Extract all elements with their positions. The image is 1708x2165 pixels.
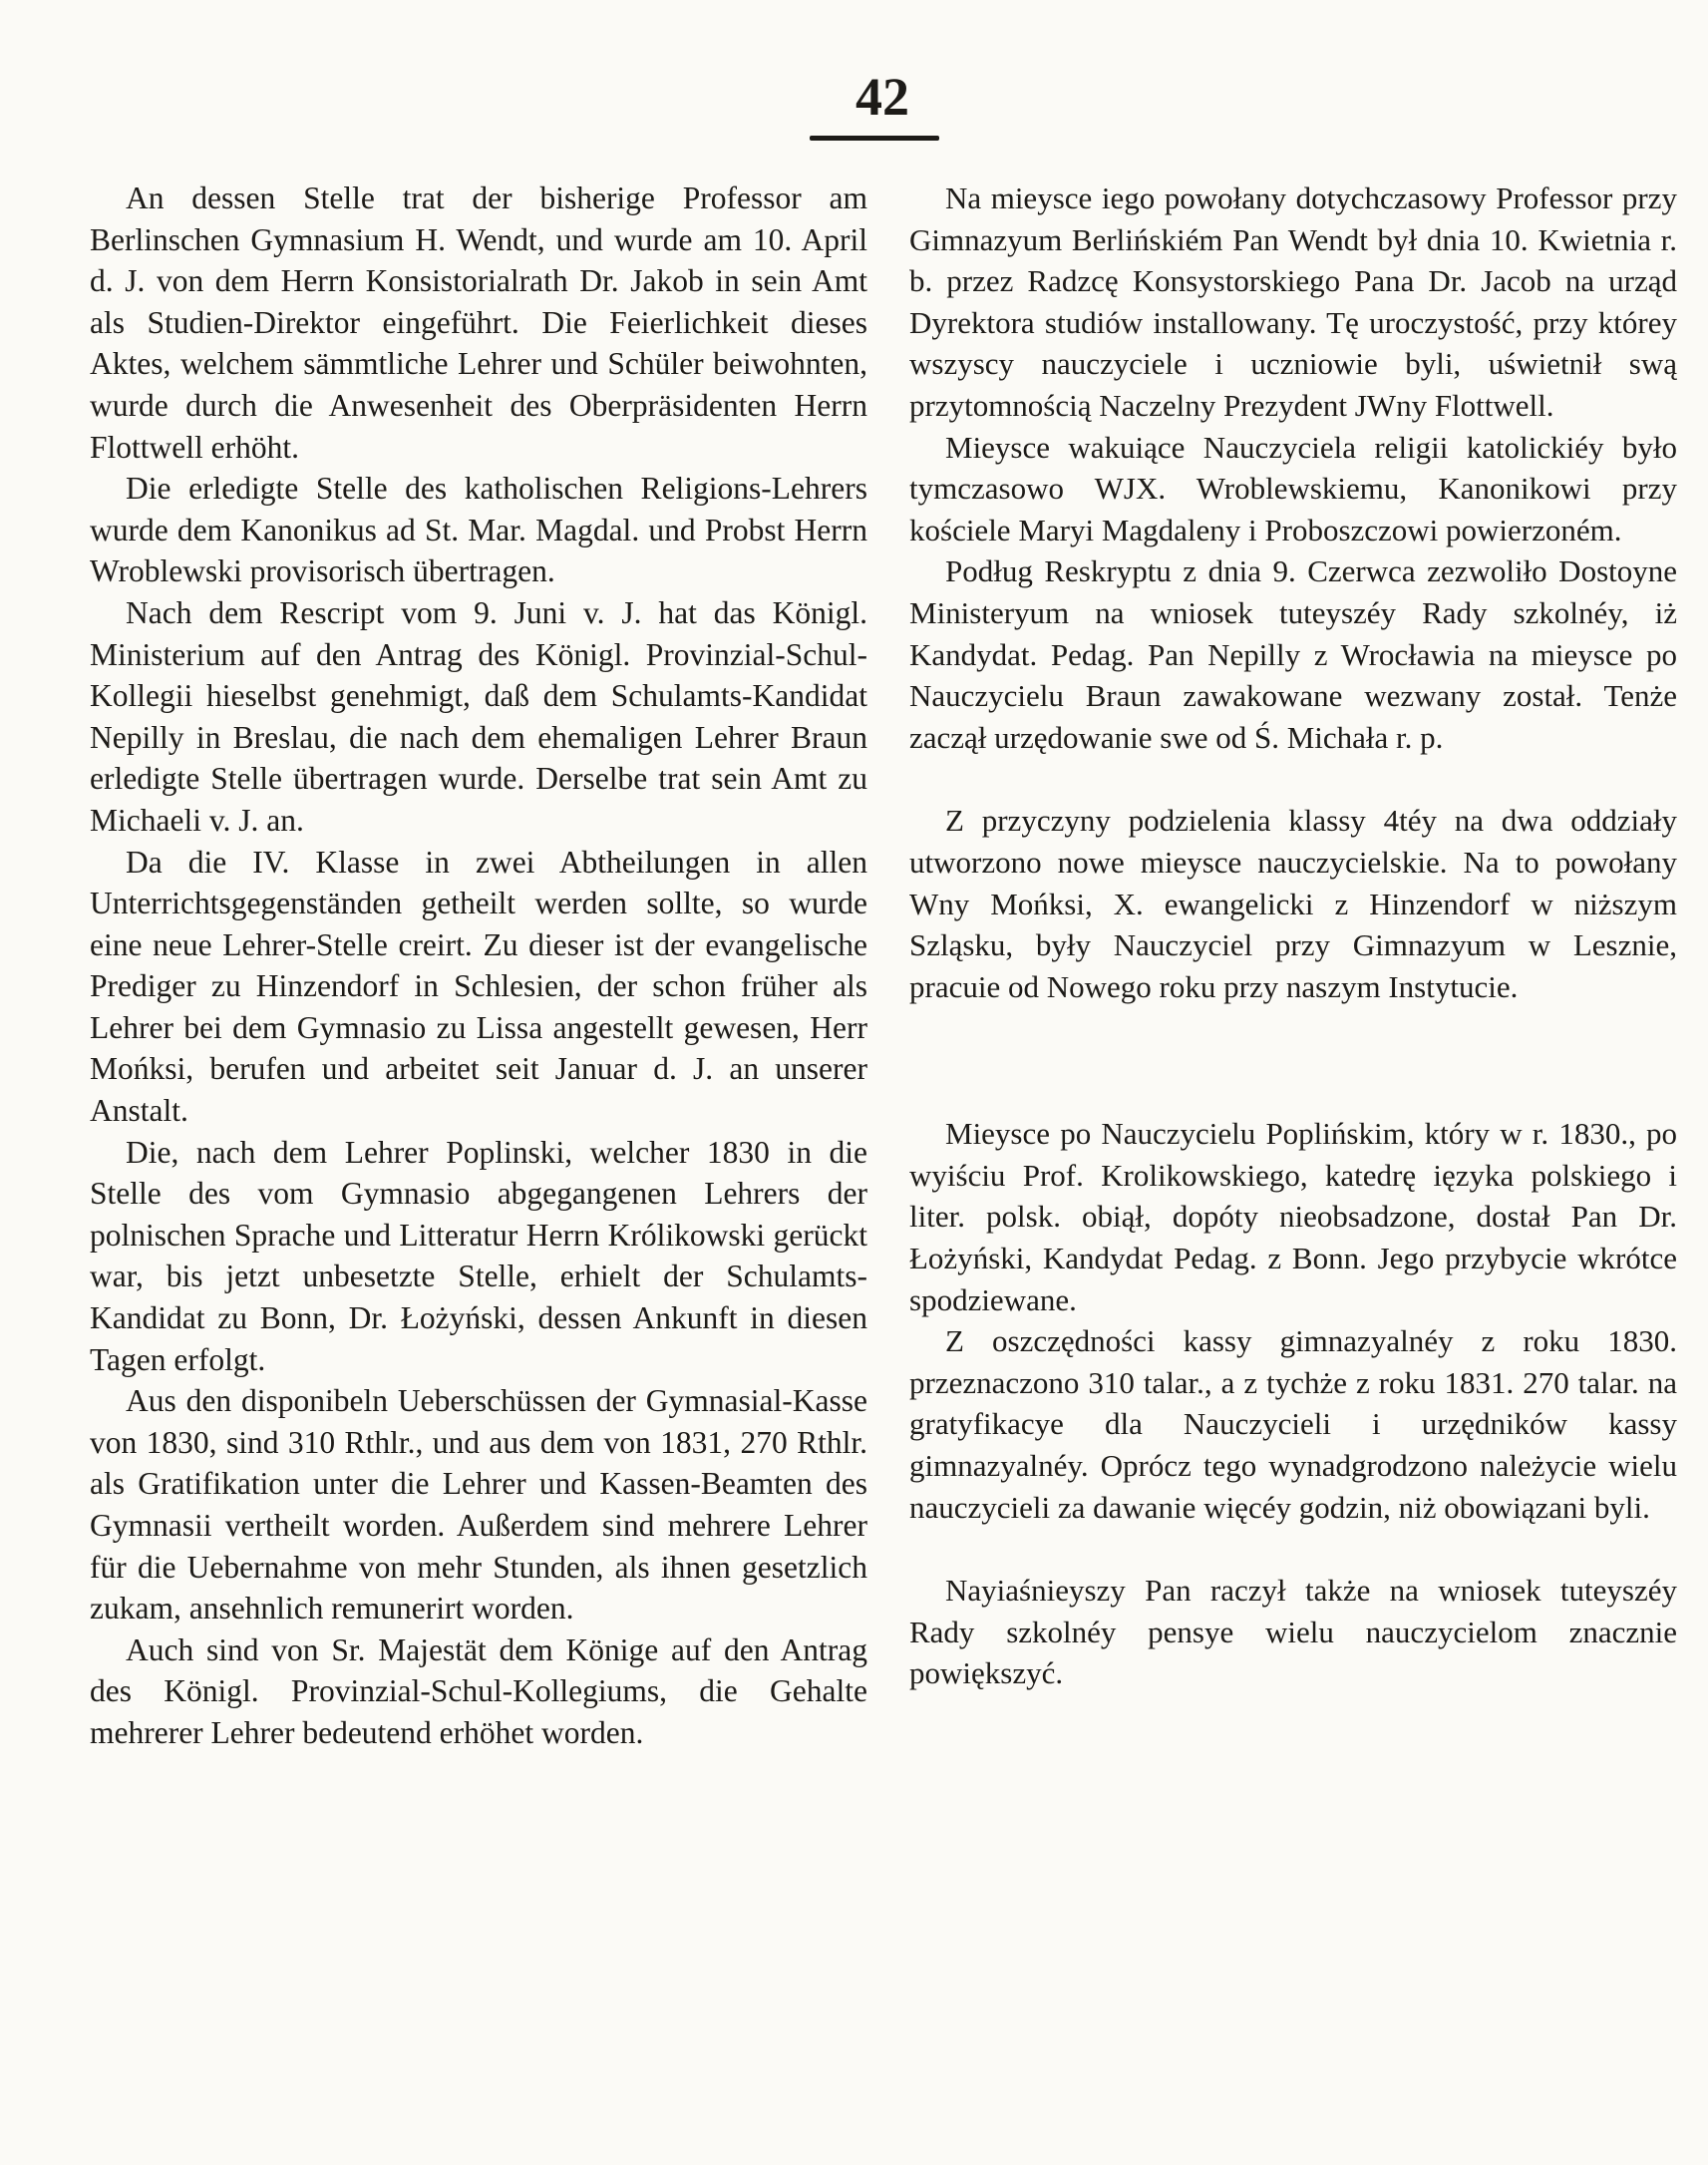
german-column <box>90 178 867 2072</box>
german-paragraph-5: Die, nach dem Lehrer Poplinski, welcher 1830 in die Stelle des vom Gymnasio abgegangenen Lehrers der polnischen Sprache und Litteratur Herrn Królikowski gerückt war, bis jetzt unbesetzte Stelle, erhielt der Schulamts-Kandidat zu Bonn, Dr. Łożyński, dessen Ankunft in diesen Tagen erfolgt. <box>90 1134 867 1377</box>
polish-paragraph-4: Z przyczyny podzielenia klassy 4téy na dwa oddziały utworzono nowe mieysce nauczycielskie. Na to powołany Wny Mońksi, X. ewangelicki z Hinzendorf w niższym Szląsku, były Nauczyciel przy Gimnazyum w Lesznie, pracuie od Nowego roku przy naszym Instytucie. <box>909 803 1677 1004</box>
polish-paragraph-5: Mieysce po Nauczycielu Poplińskim, który w r. 1830., po wyiściu Prof. Krolikowskiego, katedrę ięzyka polskiego i liter. polsk. obiął, dopóty nieobsadzone, dostał Pan Dr. Łożyński, Kandydat Pedag. z Bonn. Jego przybycie wkrótce spodziewane. <box>909 1116 1677 1317</box>
paragraph-spacer <box>909 1007 1677 1113</box>
german-paragraph-2: Die erledigte Stelle des katholischen Religions-Lehrers wurde dem Kanonikus ad St. Mar. Magdal. und Probst Herrn Wroblewski provisorisch übertragen. <box>90 471 867 589</box>
german-paragraph-6: Aus den disponibeln Ueberschüssen der Gymnasial-Kasse von 1830, sind 310 Rthlr., und aus dem von 1831, 270 Rthlr. als Gratifikation unter die Lehrer und Kassen-Beamten des Gymnasii vertheilt worden. Außerdem sind mehrere Lehrer für die Uebernahme von mehr Stunden, als ihnen gesetzlich zukam, ansehnlich remunerirt worden. <box>90 1383 867 1626</box>
polish-paragraph-6: Z oszczędności kassy gimnazyalnéy z roku 1830. przeznaczono 310 talar., a z tychże z roku 1831. 270 talar. na gratyfikacye dla Nauczycieli i urzędników kassy gimnazyalnéy. Oprócz tego wynadgrodzono należycie wielu nauczycieli za dawanie więcéy godzin, niż obowiązani byli. <box>909 1323 1677 1525</box>
paragraph-spacer <box>909 1528 1677 1570</box>
polish-paragraph-3: Podług Reskryptu z dnia 9. Czerwca zezwoliło Dostoyne Ministeryum na wniosek tuteyszéy Rady szkolnéy, iż Kandydat. Pedag. Pan Nepilly z Wrocławia na mieysce po Nauczycielu Braun zawakowane wezwany został. Tenże zaczął urzędowanie swe od Ś. Michała r. p. <box>909 553 1677 755</box>
polish-column <box>909 178 1677 2072</box>
page-number-rule <box>810 136 939 141</box>
german-paragraph-3: Nach dem Rescript vom 9. Juni v. J. hat das Königl. Ministerium auf den Antrag des Königl. Provinzial-Schul-Kollegii hieselbst genehmigt, daß dem Schulamts-Kandidat Nepilly in Breslau, die nach dem ehemaligen Lehrer Braun erledigte Stelle übertragen wurde. Derselbe trat sein Amt zu Michaeli v. J. an. <box>90 594 867 838</box>
german-paragraph-7: Auch sind von Sr. Majestät dem Könige auf den Antrag des Königl. Provinzial-Schul-Kollegiums, die Gehalte mehrerer Lehrer bedeutend erhöhet worden. <box>90 1631 867 1750</box>
polish-paragraph-7: Nayiaśnieyszy Pan raczył także na wniosek tuteyszéy Rady szkolnéy pensye wielu nauczycielom znacznie powiększyć. <box>909 1573 1677 1691</box>
paragraph-spacer <box>909 758 1677 800</box>
polish-paragraph-2: Mieysce wakuiące Nauczyciela religii katolickiéy było tymczasowo WJX. Wroblewskiemu, Kanonikowi przy kościele Maryi Magdaleny i Proboszczowi powierzoném. <box>909 429 1677 547</box>
polish-paragraph-1: Na mieysce iego powołany dotychczasowy Professor przy Gimnazyum Berlińskiém Pan Wendt był dnia 10. Kwietnia r. b. przez Radzcę Konsystorskiego Pana Dr. Jacob na urząd Dyrektora studiów installowany. Tę uroczystość, przy którey wszyscy nauczyciele i uczniowie byli, uświetnił swą przytomnością Naczelny Prezydent JWny Flottwell. <box>909 180 1677 423</box>
german-paragraph-1: An dessen Stelle trat der bisherige Professor am Berlinschen Gymnasium H. Wendt, und wurde am 10. April d. J. von dem Herrn Konsistorialrath Dr. Jakob in sein Amt als Studien-Direktor eingeführt. Die Feierlichkeit dieses Aktes, welchem sämmtliche Lehrer und Schüler beiwohnten, wurde durch die Anwesenheit des Oberpräsidenten Herrn Flottwell erhöht. <box>90 180 867 465</box>
page-number: 42 <box>855 67 909 127</box>
german-paragraph-4: Da die IV. Klasse in zwei Abtheilungen in allen Unterrichtsgegenständen getheilt werden sollte, so wurde eine neue Lehrer-Stelle creirt. Zu dieser ist der evangelische Prediger zu Hinzendorf in Schlesien, der schon früher als Lehrer bei dem Gymnasio zu Lissa angestellt gewesen, Herr Mońksi, berufen und arbeitet seit Januar d. J. an unserer Anstalt. <box>90 844 867 1129</box>
